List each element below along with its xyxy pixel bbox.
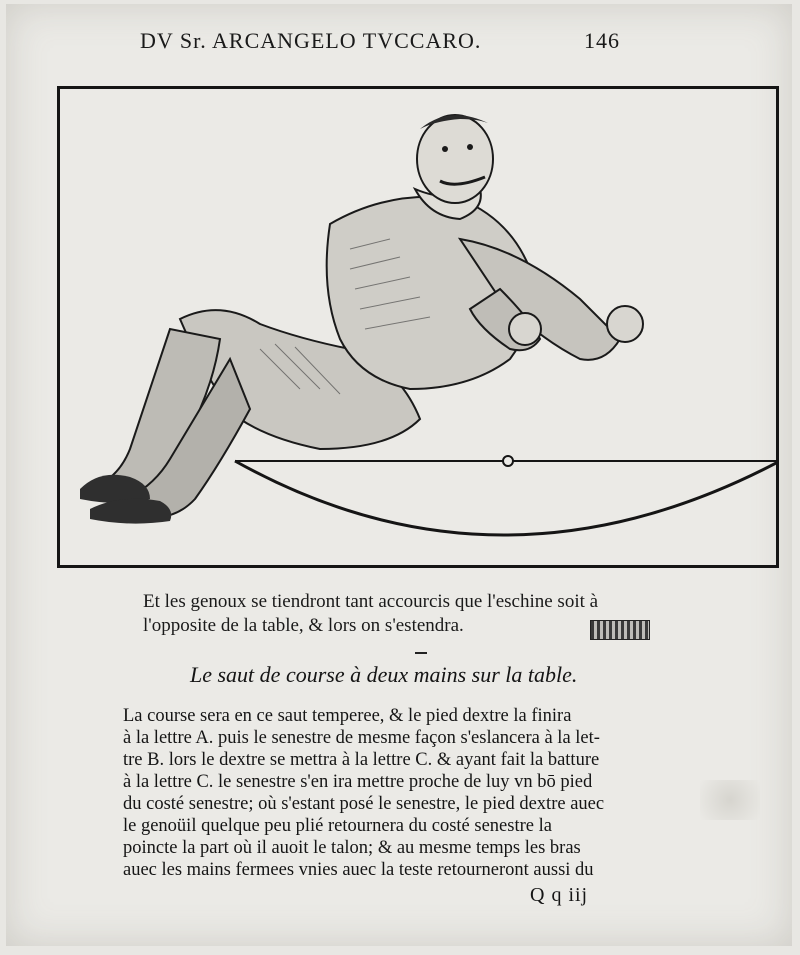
- signature-mark: Q q iij: [530, 884, 589, 906]
- body-line: poincte la part où il auoit le talon; & au mesme temps les bras: [123, 838, 581, 858]
- body-line: à la lettre C. le senestre s'en ira mettre proche de luy vn bō pied: [123, 772, 593, 792]
- caption-line-1: Et les genoux se tiendront tant accourcis que l'eschine soit à: [143, 591, 599, 612]
- body-line: le genoüil quelque peu plié retournera du costé senestre la: [123, 816, 552, 836]
- body-line: La course sera en ce saut temperee, & le pied dextre la finira: [123, 706, 572, 726]
- body-line: tre B. lors le dextre se mettra à la lettre C. & ayant fait la batture: [123, 750, 600, 770]
- page-number: 146: [584, 28, 620, 53]
- section-heading: Le saut de course à deux mains sur la table.: [190, 662, 578, 687]
- paper-stain: [700, 780, 760, 820]
- caption-line-2: l'opposite de la table, & lors on s'estendra.: [143, 615, 464, 636]
- body-line: à la lettre A. puis le senestre de mesme façon s'eslancera à la let-: [123, 728, 600, 748]
- body-line: du costé senestre; où s'estant posé le senestre, le pied dextre auec: [123, 794, 605, 814]
- printer-ornament: [590, 620, 650, 640]
- body-text: [123, 705, 663, 881]
- woodcut-illustration-frame: [57, 86, 779, 568]
- woodcut-figure-icon: [60, 89, 776, 565]
- running-head: [140, 28, 620, 58]
- divider: [415, 652, 427, 654]
- illustration-caption: [143, 590, 663, 638]
- running-head-title: DV Sr. ARCANGELO TVCCARO.: [140, 28, 482, 53]
- body-line: auec les mains fermees vnies auec la teste retourneront aussi du: [123, 860, 594, 880]
